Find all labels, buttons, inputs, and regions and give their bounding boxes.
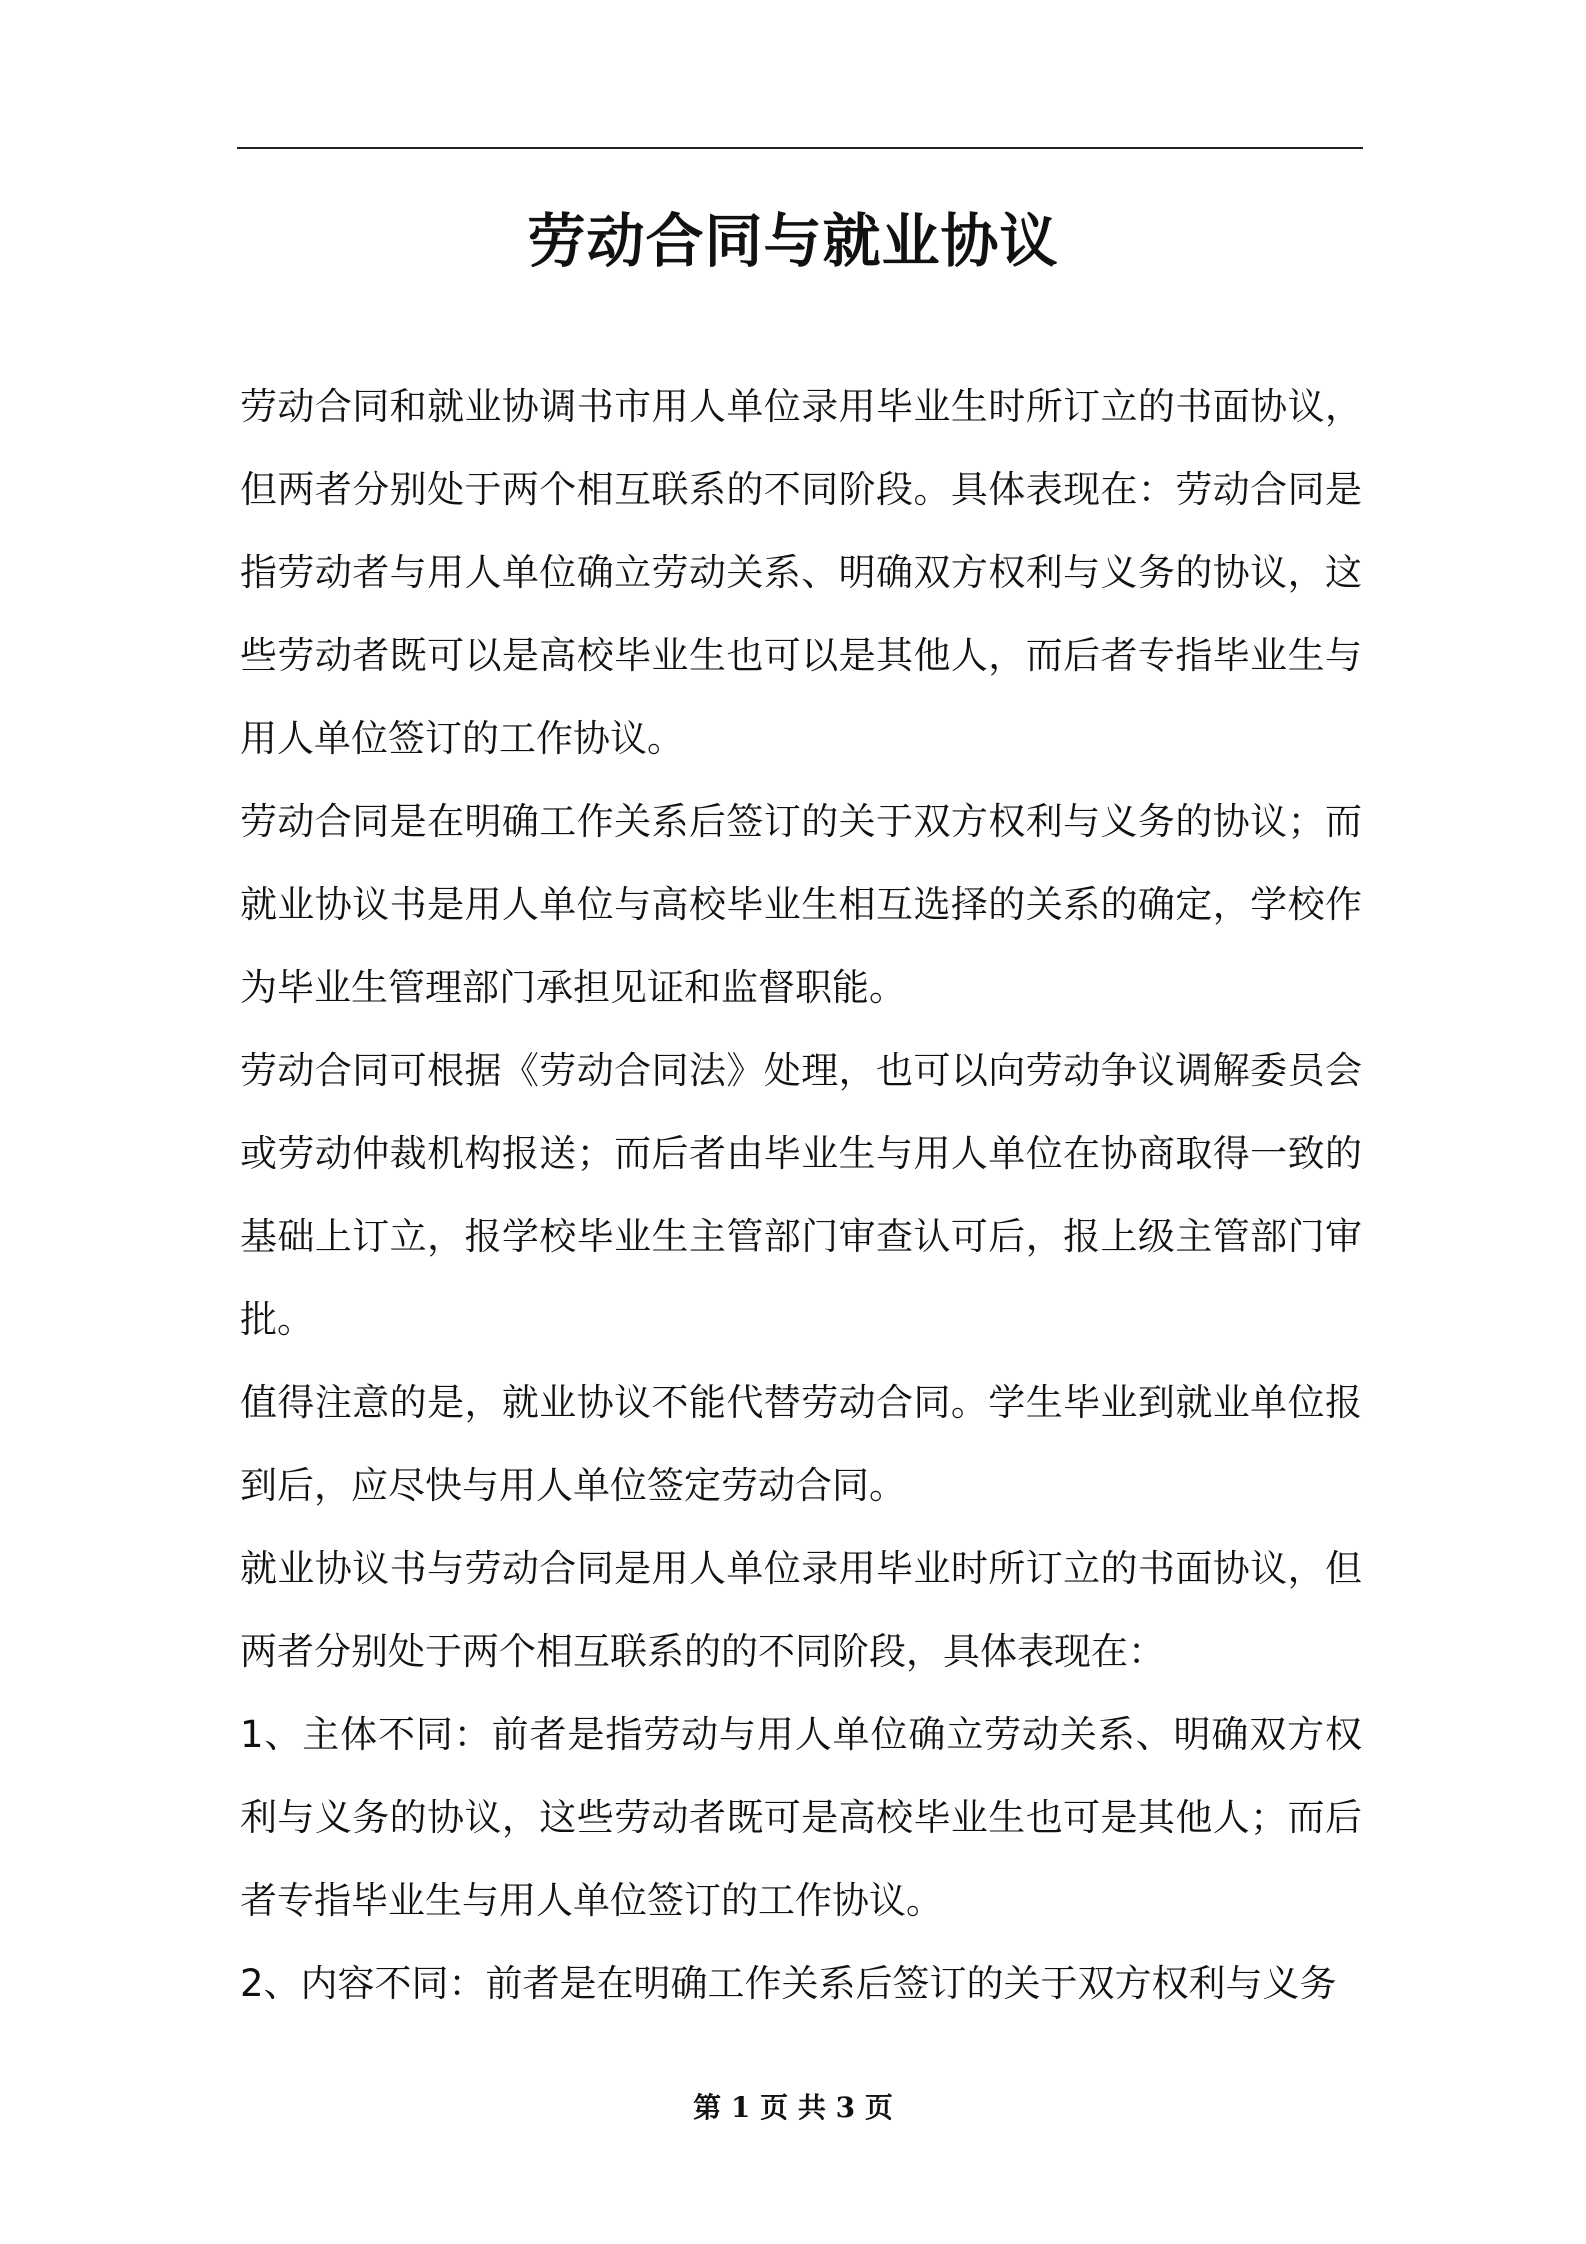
page-number-footer: 第 1 页 共 3 页 — [693, 2091, 893, 2124]
list-item: 2、内容不同：前者是在明确工作关系后签订的关于双方权利与义务 — [240, 1962, 1337, 2005]
paragraph: 劳动合同和就业协调书市用人单位录用毕业生时所订立的书面协议，但两者分别处于两个相互联系的不同阶段。具体表现在：劳动合同是指劳动者与用人单位确立劳动关系、明确双方权利与义务的协议，这些劳动者既可以是高校毕业生也可以是其他人，而后者专指毕业生与用人单位签订的工作协议。 — [240, 385, 1362, 760]
document-body — [240, 365, 1362, 2025]
paragraph: 劳动合同是在明确工作关系后签订的关于双方权利与义务的协议；而就业协议书是用人单位与高校毕业生相互选择的关系的确定，学校作为毕业生管理部门承担见证和监督职能。 — [240, 800, 1362, 1009]
paragraph: 值得注意的是，就业协议不能代替劳动合同。学生毕业到就业单位报到后，应尽快与用人单位签定劳动合同。 — [240, 1381, 1362, 1507]
list-item: 1、主体不同：前者是指劳动与用人单位确立劳动关系、明确双方权利与义务的协议，这些劳动者既可是高校毕业生也可是其他人；而后者专指毕业生与用人单位签订的工作协议。 — [240, 1713, 1362, 1922]
header-rule — [237, 147, 1363, 149]
paragraph: 就业协议书与劳动合同是用人单位录用毕业时所订立的书面协议，但两者分别处于两个相互联系的的不同阶段，具体表现在： — [240, 1547, 1362, 1673]
paragraph: 劳动合同可根据《劳动合同法》处理，也可以向劳动争议调解委员会或劳动仲裁机构报送；而后者由毕业生与用人单位在协商取得一致的基础上订立，报学校毕业生主管部门审查认可后，报上级主管部门审批。 — [240, 1049, 1362, 1341]
document-title: 劳动合同与就业协议 — [527, 207, 1059, 275]
